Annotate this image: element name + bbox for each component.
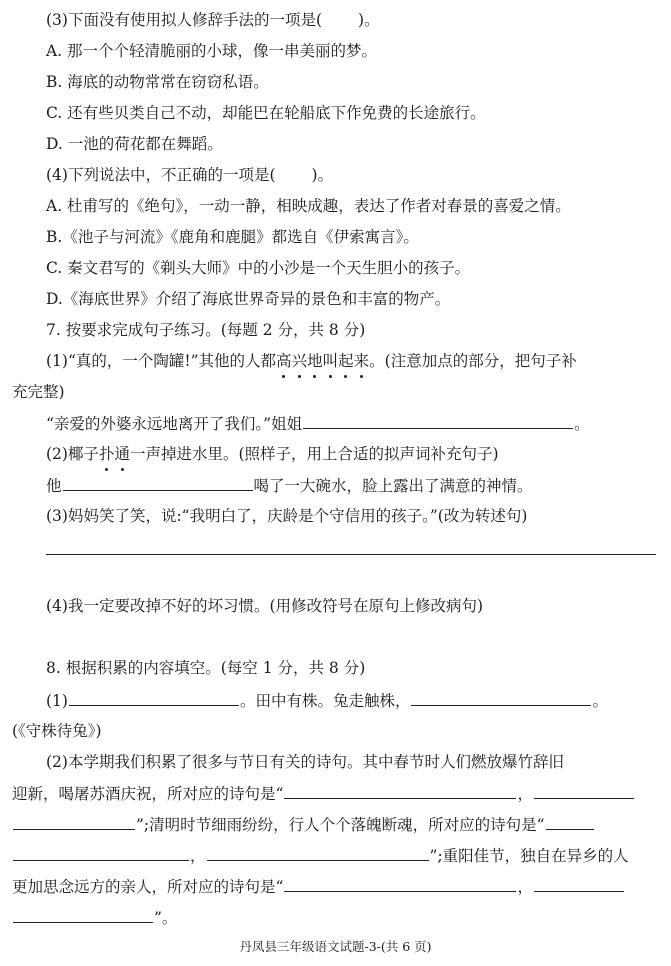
dotted-char: 地	[307, 349, 323, 373]
q7-s4: (4)我一定要改掉不好的坏习惯。(用修改符号在原句上修改病句)	[46, 597, 484, 615]
q7-s2: (2)椰子扑通一声掉进水里。(照样子，用上合适的拟声词补充句子)	[0, 442, 671, 466]
q7-s2-answer: 他 喝了一大碗水，脸上露出了满意的神情。	[0, 473, 671, 497]
q8-p1-blank-1[interactable]	[69, 688, 239, 706]
dotted-char: 高	[276, 349, 292, 373]
q7-s1-answer: “亲爱的外婆永远地离开了我们。”姐姐 。	[0, 411, 671, 435]
dotted-char: 通	[114, 442, 130, 466]
q3-option-d: D. 一池的荷花都在舞蹈。	[46, 135, 223, 153]
q4-stem: (4)下列说法中，不正确的一项是( )。	[46, 166, 334, 184]
q4-option-c: C. 秦文君写的《剃头大师》中的小沙是一个天生胆小的孩子。	[46, 259, 471, 277]
q8-p1-source: (《守株待兔》)	[12, 722, 102, 740]
q8-p1: (1) 。田中有株。兔走触株， 。	[0, 688, 671, 712]
page-footer: 丹凤县三年级语文试题-3-(共 6 页)	[239, 939, 432, 954]
dotted-char: 兴	[292, 349, 308, 373]
q4-option-a: A. 杜甫写的《绝句》，一动一静，相映成趣，表达了作者对春景的喜爱之情。	[46, 197, 571, 215]
q8-p2-blank-6a[interactable]	[534, 874, 624, 892]
q8-p2-line2: 迎新，喝屠苏酒庆祝，所对应的诗句是“ ，	[0, 781, 671, 805]
q8-p2-blank-3a[interactable]	[546, 812, 594, 830]
q4-option-d: D.《海底世界》介绍了海底世界奇异的景色和丰富的物产。	[46, 290, 451, 308]
q8-p2-blank-2a[interactable]	[534, 781, 634, 799]
q7-s3: (3)妈妈笑了笑，说:“我明白了，庆龄是个守信用的孩子。”(改为转述句)	[46, 507, 528, 525]
q8-p1-blank-2[interactable]	[411, 688, 591, 706]
q7-s1: (1)“真的，一个陶罐!”其他的人都高兴地叫起来。(注意加点的部分，把句子补	[0, 349, 671, 373]
q3-option-c: C. 还有些贝类自己不动，却能巴在轮船底下作免费的长途旅行。	[46, 104, 486, 122]
q8-p2-blank-1[interactable]	[284, 781, 516, 799]
q8-p2-line4: ， ”;重阳佳节，独自在异乡的人	[0, 843, 671, 867]
q3-option-a: A. 那一个个轻清脆丽的小球，像一串美丽的梦。	[46, 42, 378, 60]
q7-s1-blank[interactable]	[303, 411, 573, 429]
dotted-char: 扑	[99, 442, 115, 466]
q8-p2-line1: (2)本学期我们积累了很多与节日有关的诗句。其中春节时人们燃放爆竹辞旧	[46, 753, 564, 771]
q8-p2-blank-6b[interactable]	[13, 905, 153, 923]
q8-p2-blank-4[interactable]	[207, 843, 429, 861]
dotted-char: 来	[354, 349, 370, 373]
q8-p2-line6: ”。	[0, 905, 671, 929]
q8-p2-blank-2b[interactable]	[13, 812, 135, 830]
q7-s2-blank[interactable]	[63, 473, 253, 491]
q8-p2-blank-3b[interactable]	[13, 843, 189, 861]
q3-option-b: B. 海底的动物常常在窃窃私语。	[46, 73, 269, 91]
q8-p2-line5: 更加思念远方的亲人，所对应的诗句是“ ，	[0, 874, 671, 898]
q8-p2-blank-5[interactable]	[284, 874, 516, 892]
dotted-char: 起	[338, 349, 354, 373]
q4-option-b: B.《池子与河流》《鹿角和鹿腿》都选自《伊索寓言》。	[46, 228, 419, 246]
q3-stem: (3)下面没有使用拟人修辞手法的一项是( )。	[46, 11, 380, 29]
q7-title: 7. 按要求完成句子练习。(每题 2 分，共 8 分)	[46, 321, 366, 339]
dotted-char: 叫	[323, 349, 339, 373]
q7-s3-answer-line[interactable]	[46, 553, 656, 555]
q8-p2-line3: ”;清明时节细雨纷纷，行人个个落魄断魂，所对应的诗句是“	[0, 812, 671, 836]
q8-title: 8. 根据积累的内容填空。(每空 1 分，共 8 分)	[46, 659, 366, 677]
q7-s1-cont: 充完整)	[12, 383, 65, 401]
